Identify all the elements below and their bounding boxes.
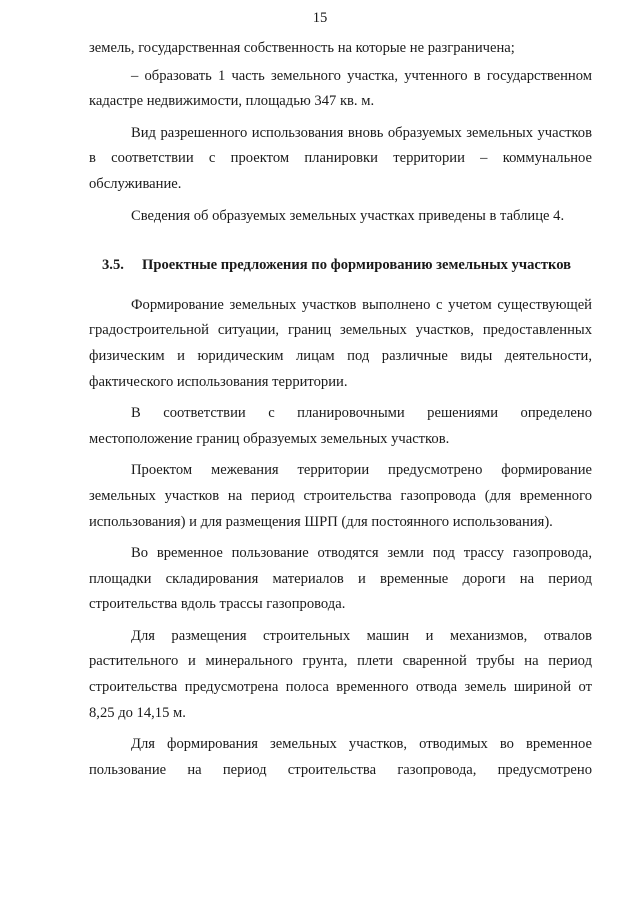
paragraph: Проектом межевания территории предусмотрено формирование земельных участков на период строительства газопровода (для временного использования) и для размещения ШРП (для постоянного использования). [89,462,592,530]
paragraph: Формирование земельных участков выполнено с учетом существующей градостроительной ситуации, границ земельных участков, предоставленных физическим и юридическим лицам под различные виды деятельности, фактического использования территории. [89,296,592,390]
page-content [89,36,592,783]
paragraph: Вид разрешенного использования вновь образуемых земельных участков в соответствии с проектом планировки территории – коммунальное обслуживание. [89,124,592,192]
paragraph: Во временное пользование отводятся земли под трассу газопровода, площадки складирования материалов и временные дороги на период строительства вдоль трассы газопровода. [89,545,592,613]
page-number: 15 [312,10,328,26]
paragraph-continuation: земель, государственная собственность на которые не разграничена; [89,40,515,56]
section-title: Проектные предложения по формированию земельных участков [142,257,572,274]
paragraph: В соответствии с планировочными решениями определено местоположение границ образуемых земельных участков. [89,405,592,447]
paragraph: Сведения об образуемых земельных участках приведены в таблице 4. [131,207,565,224]
paragraph: Для размещения строительных машин и механизмов, отвалов растительного и минерального грунта, плети сваренной трубы на период строительства предусмотрена полоса временного отвода земель шириной от 8,25 до 14,15 м. [89,627,592,721]
list-item-paragraph: – образовать 1 часть земельного участка, учтенного в государственном кадастре недвижимости, площадью 347 кв. м. [89,67,592,110]
section-heading [89,253,592,279]
paragraph-continues: Для формирования земельных участков, отводимых во временное пользование на период строительства газопровода, предусмотрено [89,736,592,778]
section-number: 3.5. [102,257,124,274]
